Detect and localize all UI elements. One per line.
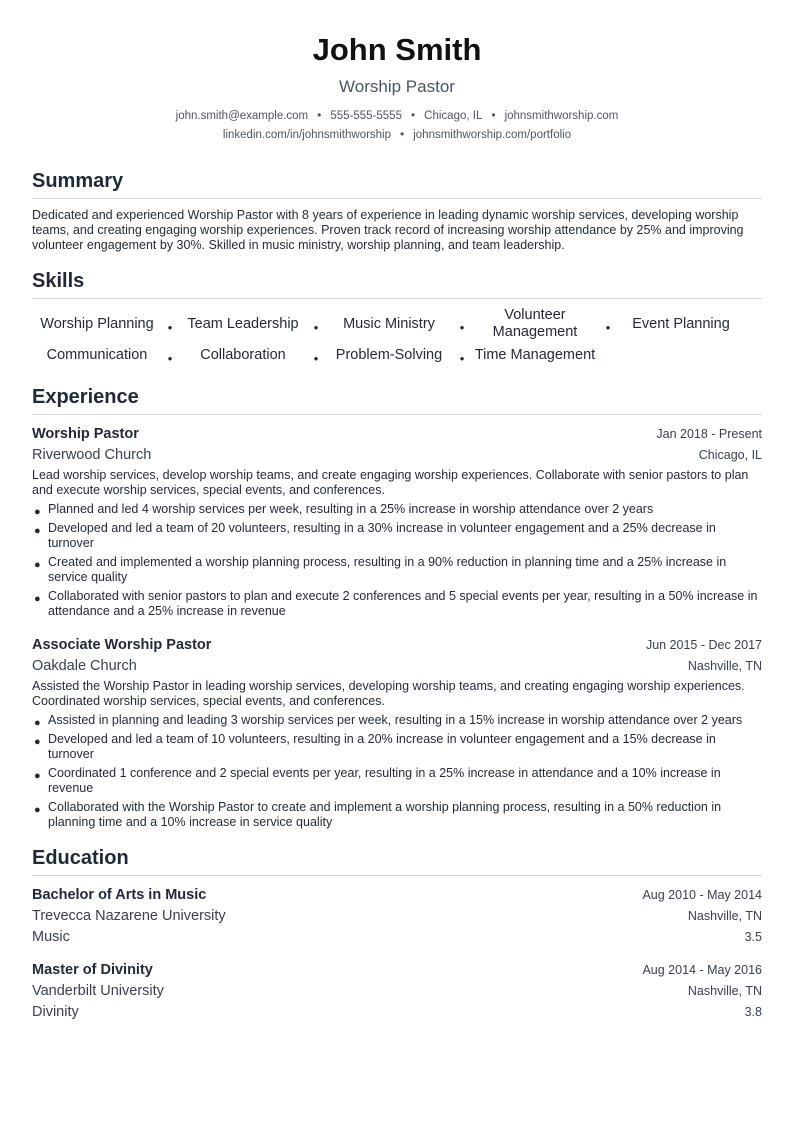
skill-label: Collaboration bbox=[200, 347, 286, 363]
contact-linkedin[interactable]: linkedin.com/in/johnsmithworship bbox=[222, 129, 392, 141]
edu-location: Nashville, TN bbox=[687, 909, 762, 923]
job-description: Lead worship services, develop worship teams, and create engaging worship experiences. Collaborate with senior pastors to plan and execute worship services, special events, and conferences. bbox=[32, 468, 749, 497]
skill-label: Time Management bbox=[474, 347, 596, 363]
candidate-title: Worship Pastor bbox=[339, 77, 455, 96]
bullet-item bbox=[32, 555, 762, 585]
bullet-icon: ● bbox=[34, 593, 41, 605]
skill-label: Event Planning bbox=[632, 315, 730, 332]
summary-text: Dedicated and experienced Worship Pastor with 8 years of experience in leading dynamic worship services, developing worship teams, and creating engaging worship experiences. Proven track record of increasing worship attendance by 25% and improving volunteer engagement by 30%. Skilled in music ministry, worship planning, and team leadership. bbox=[32, 208, 744, 252]
bullet-item bbox=[32, 521, 762, 551]
summary-heading: Summary bbox=[32, 168, 762, 199]
separator-dot: • bbox=[313, 319, 319, 335]
bullet-text: Developed and led a team of 10 volunteers, resulting in a 20% increase in volunteer engagement and a 15% decrease in turnover bbox=[48, 732, 716, 761]
bullet-text: Assisted in planning and leading 3 worship services per week, resulting in a 15% increase in worship attendance over 2 years bbox=[48, 713, 743, 727]
skill-item bbox=[32, 307, 178, 341]
experience-section bbox=[32, 384, 762, 830]
resume-header bbox=[32, 30, 762, 144]
job-title: Worship Pastor bbox=[32, 426, 139, 442]
separator-dot: • bbox=[605, 319, 611, 335]
bullet-icon: ● bbox=[34, 525, 41, 537]
edu-school: Trevecca Nazarene University bbox=[32, 908, 226, 924]
skills-grid bbox=[32, 307, 762, 370]
skill-item bbox=[324, 307, 470, 341]
bullet-text: Collaborated with the Worship Pastor to create and implement a worship planning process, resulting in a 50% reduction in planning time and a 10% increase in service quality bbox=[48, 800, 722, 829]
skill-label: Communication bbox=[46, 347, 148, 363]
contact-location: Chicago, IL bbox=[424, 110, 483, 122]
education-entry bbox=[32, 960, 762, 1023]
bullet-text: Coordinated 1 conference and 2 special events per year, resulting in a 25% increase in attendance and a 10% increase in revenue bbox=[48, 766, 721, 795]
edu-gpa: 3.8 bbox=[744, 1005, 762, 1019]
separator-dot: • bbox=[400, 127, 405, 141]
separator-dot: • bbox=[313, 351, 319, 366]
edu-dates: Aug 2010 - May 2014 bbox=[642, 888, 762, 902]
job-dates: Jan 2018 - Present bbox=[656, 427, 762, 441]
skill-item bbox=[470, 341, 616, 370]
skill-item bbox=[470, 307, 616, 341]
bullet-text: Planned and led 4 worship services per week, resulting in a 25% increase in worship attendance over 2 years bbox=[48, 502, 654, 516]
job-title: Associate Worship Pastor bbox=[32, 637, 212, 653]
separator-dot: • bbox=[167, 351, 173, 366]
bullet-item bbox=[32, 589, 762, 619]
skill-item bbox=[324, 341, 470, 370]
bullet-item bbox=[32, 800, 762, 830]
candidate-name: John Smith bbox=[312, 32, 482, 67]
job-bullets bbox=[32, 502, 762, 619]
skill-label: Music Ministry bbox=[343, 315, 435, 332]
skill-label: Problem-Solving bbox=[335, 347, 443, 363]
job-location: Chicago, IL bbox=[698, 448, 762, 462]
contact-email[interactable]: john.smith@example.com bbox=[175, 110, 309, 122]
separator-dot: • bbox=[491, 108, 496, 122]
job-company: Oakdale Church bbox=[32, 658, 137, 674]
skill-item bbox=[616, 307, 762, 341]
skill-label: Worship Planning bbox=[40, 315, 154, 332]
contact-line-2 bbox=[32, 125, 762, 144]
skill-item bbox=[178, 307, 324, 341]
edu-degree: Master of Divinity bbox=[32, 962, 153, 978]
job-description: Assisted the Worship Pastor in leading worship services, developing worship teams, and creating engaging worship experiences. Coordinated worship services, special events, and conferences. bbox=[32, 679, 745, 708]
bullet-icon: ● bbox=[34, 736, 41, 748]
contact-line-1 bbox=[32, 106, 762, 125]
contact-portfolio[interactable]: johnsmithworship.com/portfolio bbox=[413, 129, 572, 141]
bullet-item bbox=[32, 766, 762, 796]
education-entry bbox=[32, 885, 762, 948]
separator-dot: • bbox=[459, 351, 465, 366]
skill-item bbox=[32, 341, 178, 370]
separator-dot: • bbox=[459, 319, 465, 335]
separator-dot: • bbox=[317, 108, 322, 122]
edu-dates: Aug 2014 - May 2016 bbox=[642, 963, 762, 977]
contact-phone[interactable]: 555-555-5555 bbox=[330, 110, 402, 122]
separator-dot: • bbox=[167, 319, 173, 335]
edu-field: Music bbox=[32, 929, 70, 945]
bullet-item bbox=[32, 502, 762, 517]
contact-website[interactable]: johnsmithworship.com bbox=[504, 110, 619, 122]
bullet-text: Developed and led a team of 20 volunteers, resulting in a 30% increase in volunteer engagement and a 25% decrease in turnover bbox=[48, 521, 716, 550]
bullet-icon: ● bbox=[34, 506, 41, 518]
bullet-text: Collaborated with senior pastors to plan and execute 2 conferences and 5 special events per year, resulting in a 50% increase in attendance and a 25% increase in revenue bbox=[48, 589, 758, 618]
job-dates: Jun 2015 - Dec 2017 bbox=[645, 638, 762, 652]
skill-label: Team Leadership bbox=[187, 315, 299, 332]
experience-heading: Experience bbox=[32, 384, 762, 415]
skills-heading: Skills bbox=[32, 268, 762, 299]
education-heading: Education bbox=[32, 845, 762, 876]
bullet-item bbox=[32, 713, 762, 728]
skill-label: Volunteer Management bbox=[492, 307, 578, 340]
edu-gpa: 3.5 bbox=[744, 930, 762, 944]
edu-location: Nashville, TN bbox=[687, 984, 762, 998]
bullet-icon: ● bbox=[34, 770, 41, 782]
bullet-icon: ● bbox=[34, 559, 41, 571]
bullet-item bbox=[32, 732, 762, 762]
job-entry bbox=[32, 424, 762, 619]
job-entry bbox=[32, 635, 762, 830]
job-location: Nashville, TN bbox=[687, 659, 762, 673]
job-bullets bbox=[32, 713, 762, 830]
separator-dot: • bbox=[410, 108, 416, 122]
summary-section bbox=[32, 168, 762, 253]
education-section bbox=[32, 845, 762, 1023]
edu-school: Vanderbilt University bbox=[32, 983, 164, 999]
bullet-text: Created and implemented a worship planning process, resulting in a 90% reduction in planning time and a 25% increase in service quality bbox=[48, 555, 727, 584]
skill-item bbox=[178, 341, 324, 370]
edu-degree: Bachelor of Arts in Music bbox=[32, 887, 207, 903]
bullet-icon: ● bbox=[34, 804, 41, 816]
bullet-icon: ● bbox=[34, 717, 41, 729]
skills-section bbox=[32, 268, 762, 370]
job-company: Riverwood Church bbox=[32, 447, 152, 463]
edu-field: Divinity bbox=[32, 1004, 79, 1020]
